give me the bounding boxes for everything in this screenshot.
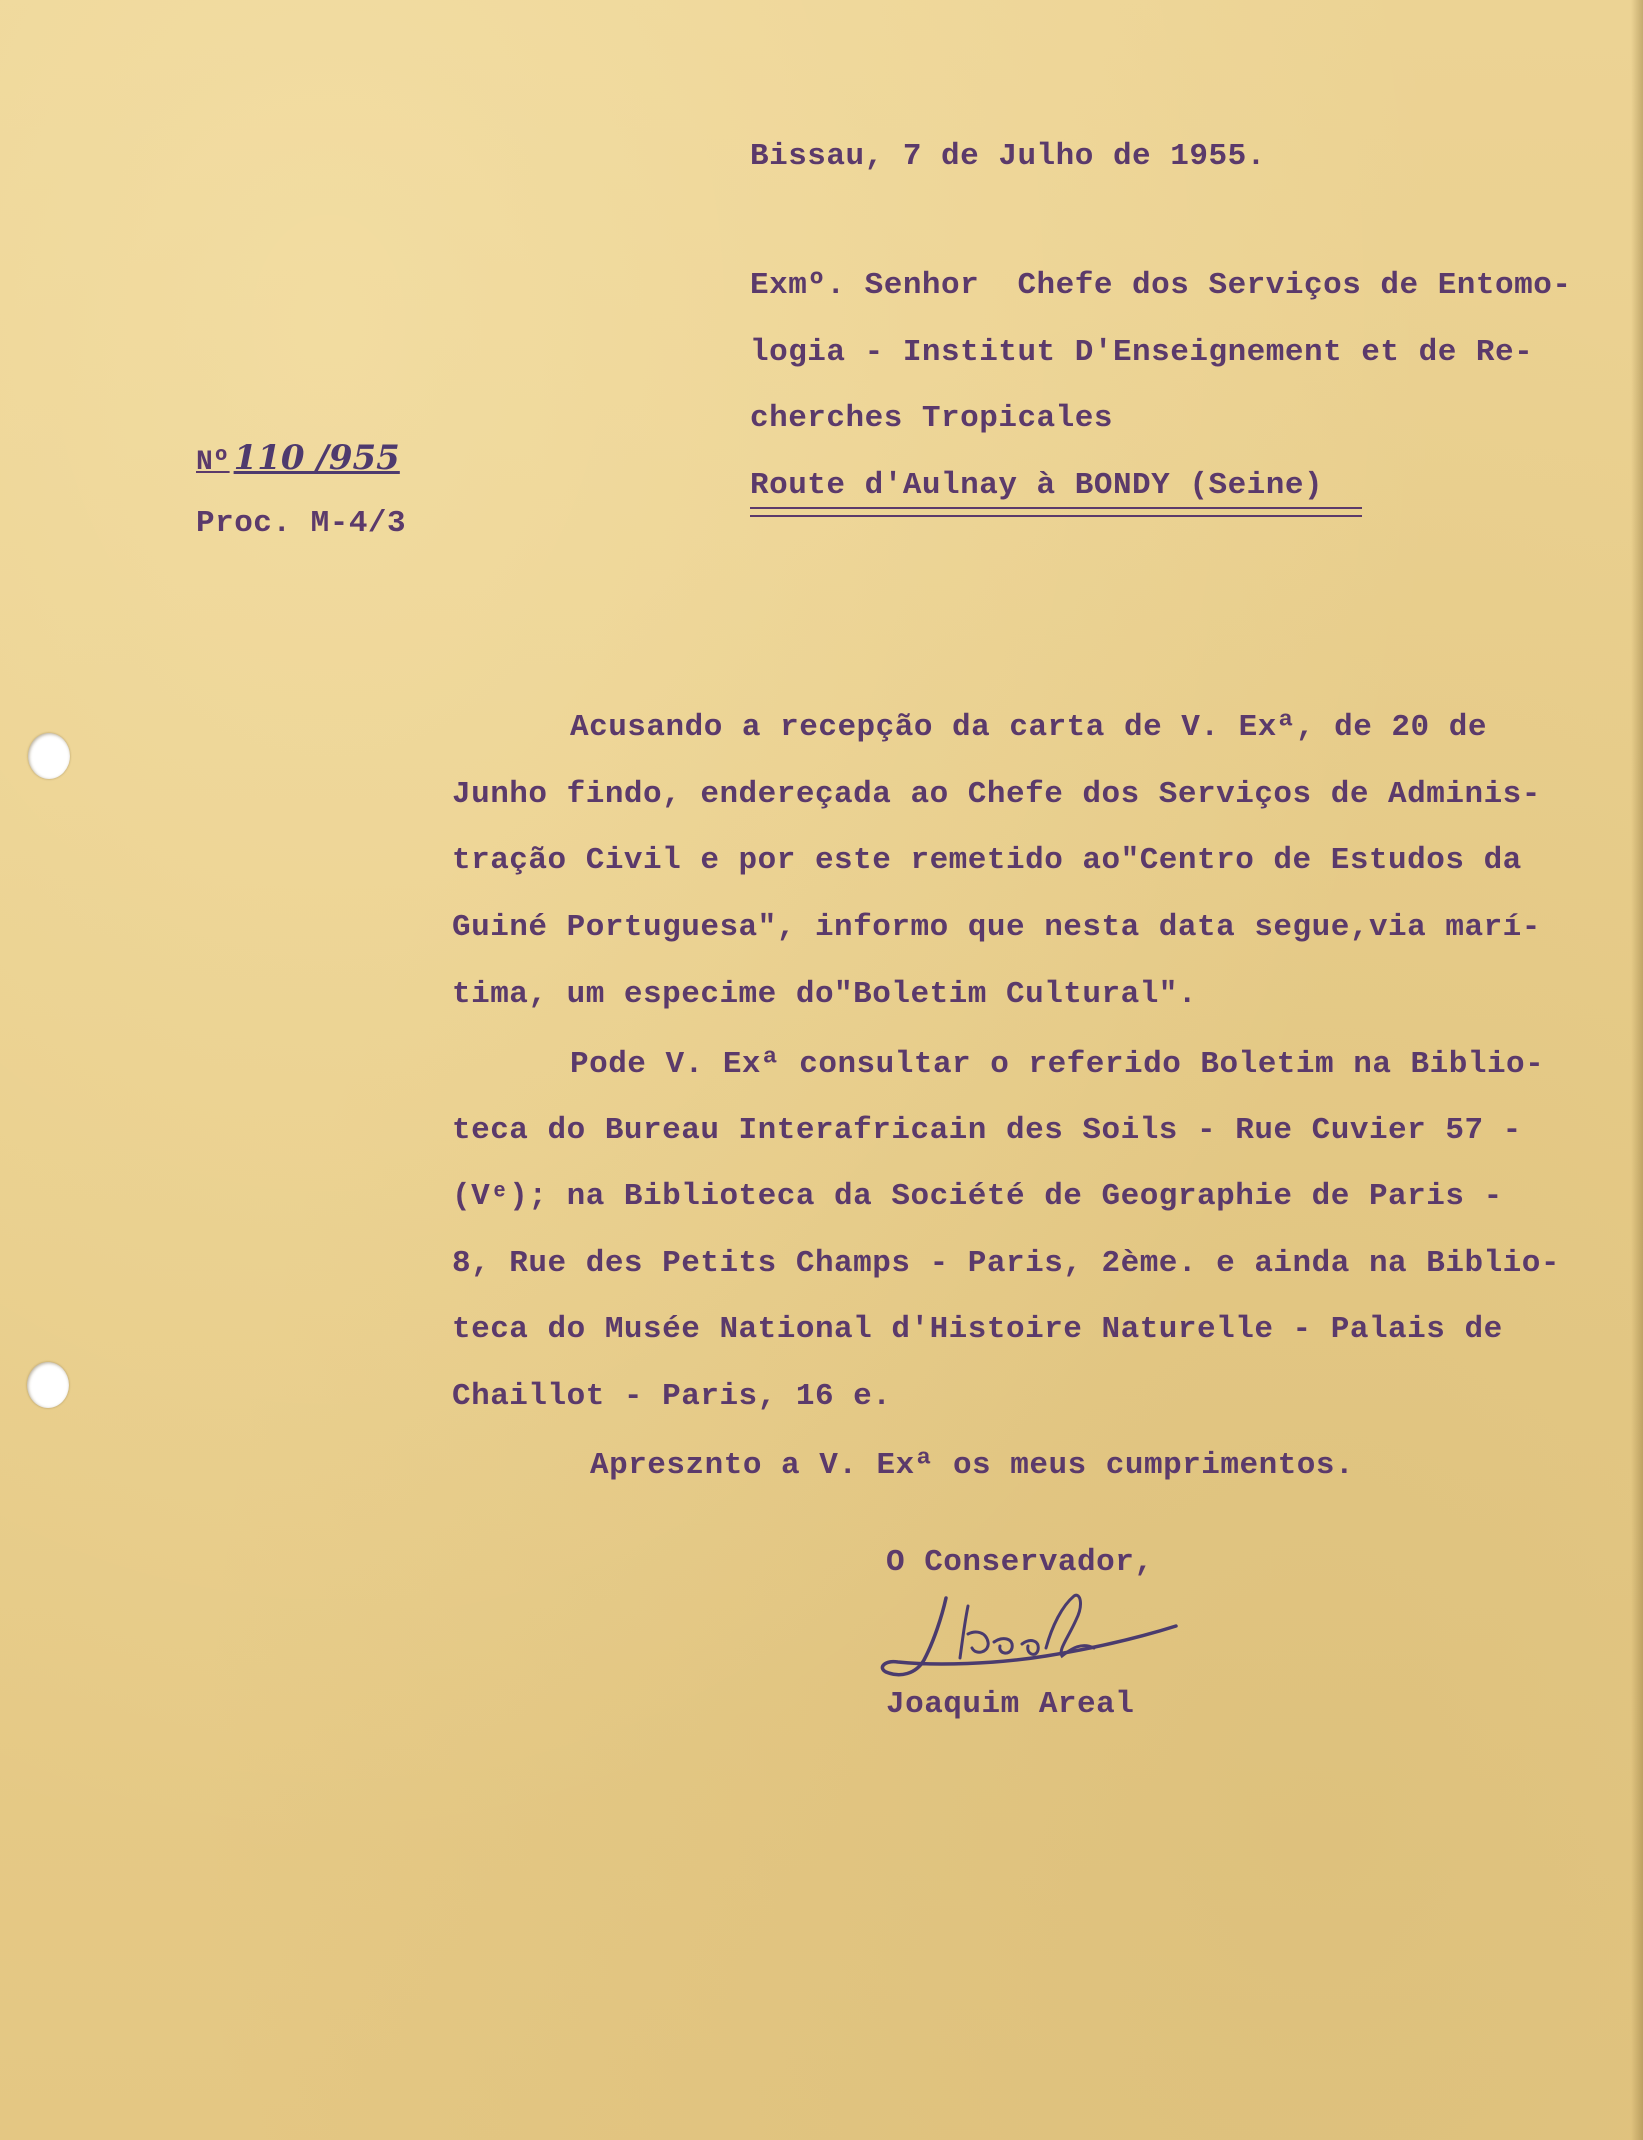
reference-prefix: Nº bbox=[196, 447, 230, 478]
punch-hole-top bbox=[28, 733, 70, 779]
body-line: teca do Bureau Interafricain des Soils - Rue Cuvier 57 - bbox=[452, 1113, 1522, 1148]
body-line: tração Civil e por este remetido ao"Centro de Estudos da bbox=[452, 843, 1522, 878]
closing-line: Apresznto a V. Exª os meus cumprimentos. bbox=[590, 1448, 1355, 1483]
body-line: Pode V. Exª consultar o referido Boletim na Biblio- bbox=[570, 1047, 1545, 1082]
addressee-line: cherches Tropicales bbox=[750, 401, 1113, 436]
body-line: Junho findo, endereçada ao Chefe dos Serviços de Adminis- bbox=[452, 777, 1541, 812]
body-line: Chaillot - Paris, 16 e. bbox=[452, 1379, 892, 1414]
address-double-underline bbox=[750, 507, 1362, 517]
process-number: Proc. M-4/3 bbox=[196, 506, 407, 541]
body-line: Acusando a recepção da carta de V. Exª, de 20 de bbox=[570, 710, 1487, 745]
body-line: Guiné Portuguesa", informo que nesta data segue,via marí- bbox=[452, 910, 1541, 945]
date-line: Bissau, 7 de Julho de 1955. bbox=[750, 139, 1266, 174]
page-edge-shadow bbox=[1631, 0, 1643, 2140]
addressee-line: logia - Institut D'Enseignement et de Re- bbox=[750, 335, 1534, 370]
reference-number bbox=[196, 438, 400, 478]
address-line: Route d'Aulnay à BONDY (Seine) bbox=[750, 468, 1324, 503]
body-line: 8, Rue des Petits Champs - Paris, 2ème. e ainda na Biblio- bbox=[452, 1246, 1560, 1281]
handwritten-signature bbox=[876, 1586, 1196, 1696]
body-line: (Vᵉ); na Biblioteca da Société de Geographie de Paris - bbox=[452, 1179, 1503, 1214]
body-line: tima, um especime do"Boletim Cultural". bbox=[452, 977, 1198, 1012]
signoff-title: O Conservador, bbox=[886, 1545, 1154, 1580]
addressee-line: Exmº. Senhor Chefe dos Serviços de Entomo- bbox=[750, 268, 1572, 303]
punch-hole-bottom bbox=[27, 1362, 69, 1408]
signatory-name: Joaquim Areal bbox=[886, 1687, 1135, 1722]
reference-handwritten-number: 110 /955 bbox=[233, 438, 400, 478]
body-line: teca do Musée National d'Histoire Naturelle - Palais de bbox=[452, 1312, 1503, 1347]
